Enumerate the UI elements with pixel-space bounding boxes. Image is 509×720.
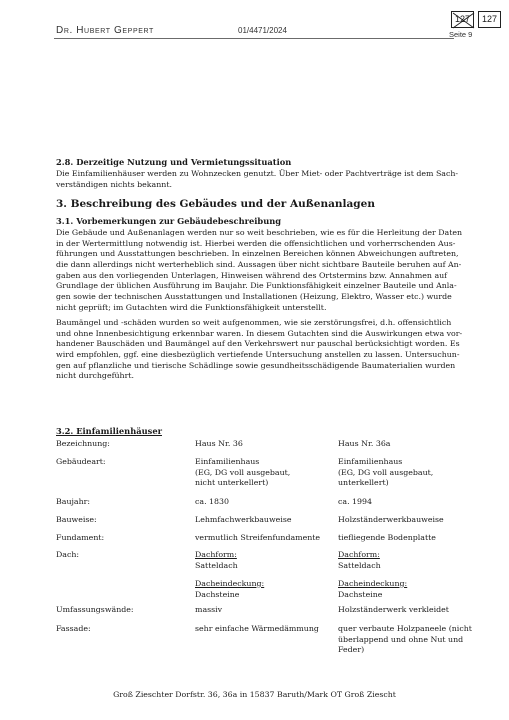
text-line: handener Bauschäden und Baumängel auf den Verkehrswert nur pauschal berücksichtigt worden. Es bbox=[56, 339, 460, 349]
text-line: die dann allerdings nicht werterheblich sind. Aussagen über nicht sichtbare Bauteile beruhen auf An- bbox=[56, 260, 462, 270]
table-cell-haus-36: ca. 1830 bbox=[195, 497, 230, 506]
section-2-8-text bbox=[56, 169, 458, 190]
section-3-2-heading: 3.2. Einfamilienhäuser bbox=[56, 426, 162, 436]
table-cell-haus-36: massiv bbox=[195, 605, 223, 614]
table-cell-haus-36a: Dachform: Satteldach bbox=[338, 550, 381, 570]
table-cell-haus-36a: Holzständerwerk verkleidet bbox=[338, 605, 449, 614]
table-row-label-baujahr: Baujahr: bbox=[56, 497, 91, 506]
text-line: nicht geprüft; im Gutachten wird die Funktionsfähigkeit unterstellt. bbox=[56, 302, 327, 312]
table-row-label-bezeichnung: Bezeichnung: bbox=[56, 439, 110, 448]
table-cell-haus-36a: Einfamilienhaus (EG, DG voll ausgebaut, unterkellert) bbox=[338, 457, 434, 488]
section-3-1-heading: 3.1. Vorbemerkungen zur Gebäudebeschreibung bbox=[56, 216, 282, 226]
table-cell-haus-36: Lehmfachwerkbauweise bbox=[195, 515, 292, 524]
text-line: gaben aus den vorliegenden Unterlagen, Hinweisen während des Ortstermins bzw. Annahmen auf bbox=[56, 270, 448, 280]
section-2-8-heading: 2.8. Derzeitige Nutzung und Vermietungssituation bbox=[56, 157, 292, 167]
text-line: Baumängel und -schäden wurden so weit aufgenommen, wie sie zerstörungsfrei, d.h. offensichtlich bbox=[56, 318, 452, 327]
table-row-label-dach: Dach: bbox=[56, 550, 80, 559]
table-cell-haus-36: vermutlich Streifenfundamente bbox=[195, 533, 321, 542]
stamp-old-number: 127 bbox=[451, 11, 474, 28]
page-footer: Groß Zieschter Dorfstr. 36, 36a in 15837 Baruth/Mark OT Groß Ziescht bbox=[113, 690, 396, 699]
table-cell-haus-36a: Dacheindeckung: Dachsteine bbox=[338, 579, 408, 599]
table-cell-haus-36: Dacheindeckung: Dachsteine bbox=[195, 579, 265, 599]
strikethrough-x-icon bbox=[452, 12, 475, 29]
text-line: führungen und Ausstattungen beschrieben. In einzelnen Bereichen können Abweichungen auftreten, bbox=[56, 249, 459, 259]
text-line: verständigen nichts bekannt. bbox=[56, 179, 172, 189]
table-row-label-gebaeudeart: Gebäudeart: bbox=[56, 457, 106, 466]
table-cell-haus-36a: quer verbaute Holzpaneele (nicht überlappend und ohne Nut und Feder) bbox=[338, 624, 472, 655]
text-line: nicht durchgeführt. bbox=[56, 371, 134, 381]
section-3-heading: 3. Beschreibung des Gebäudes und der Außenanlagen bbox=[56, 198, 375, 210]
table-cell-haus-36a: Holzständerwerkbauweise bbox=[338, 515, 444, 524]
header-divider bbox=[54, 38, 454, 39]
table-cell-haus-36a: tiefliegende Bodenplatte bbox=[338, 533, 436, 542]
text-line: in der Wertermittlung notwendig ist. Hierbei werden die offensichtlichen und vorherrschenden Aus- bbox=[56, 238, 456, 248]
header-page-number: Seite 9 bbox=[449, 30, 473, 39]
text-line: Die Einfamilienhäuser werden zu Wohnzecken genutzt. Über Miet- oder Pachtverträge ist dem Sach- bbox=[56, 169, 459, 178]
table-row-label-bauweise: Bauweise: bbox=[56, 515, 97, 524]
table-row-label-fundament: Fundament: bbox=[56, 533, 105, 542]
text-line: Die Gebäude und Außenanlagen werden nur so weit beschrieben, wie es für die Herleitung der Daten bbox=[56, 228, 463, 237]
table-cell-haus-36: sehr einfache Wärmedämmung bbox=[195, 624, 319, 633]
page-number-stamp bbox=[451, 11, 503, 28]
stamp-new-number: 127 bbox=[478, 11, 501, 28]
table-cell-haus-36a: ca. 1994 bbox=[338, 497, 373, 506]
text-line: gen sowie der technischen Ausstattungen und Installationen (Heizung, Elektro, Wasser etc.) wurde bbox=[56, 292, 452, 302]
text-line: wird empfohlen, ggf. eine diesbezüglich vertiefende Untersuchung anstellen zu lassen. Untersuchun- bbox=[56, 350, 460, 360]
section-3-1-paragraph-1 bbox=[56, 228, 462, 314]
section-3-1-paragraph-2 bbox=[56, 318, 462, 382]
header-author: Dr. Hubert Geppert bbox=[56, 25, 154, 36]
text-line: und ohne Innenbesichtigung erkennbar waren. In diesem Gutachten sind die Auswirkungen etwa vor- bbox=[56, 328, 463, 338]
table-cell-haus-36: Haus Nr. 36 bbox=[195, 439, 243, 448]
text-line: gen auf pflanzliche und tierische Schädlinge sowie gesundheitsschädigende Baumaterialien wurden bbox=[56, 360, 456, 370]
header-reference: 01/4471/2024 bbox=[238, 26, 287, 35]
table-cell-haus-36a: Haus Nr. 36a bbox=[338, 439, 391, 448]
table-cell-haus-36: Einfamilienhaus (EG, DG voll ausgebaut, nicht unterkellert) bbox=[195, 457, 291, 488]
table-cell-haus-36: Dachform: Satteldach bbox=[195, 550, 238, 570]
text-line: Grundlage der üblichen Ausführung im Baujahr. Die Funktionsfähigkeit einzelner Bauteile und Anla- bbox=[56, 281, 457, 291]
table-row-label-umfassungswaende: Umfassungswände: bbox=[56, 605, 134, 614]
table-row-label-fassade: Fassade: bbox=[56, 624, 91, 633]
